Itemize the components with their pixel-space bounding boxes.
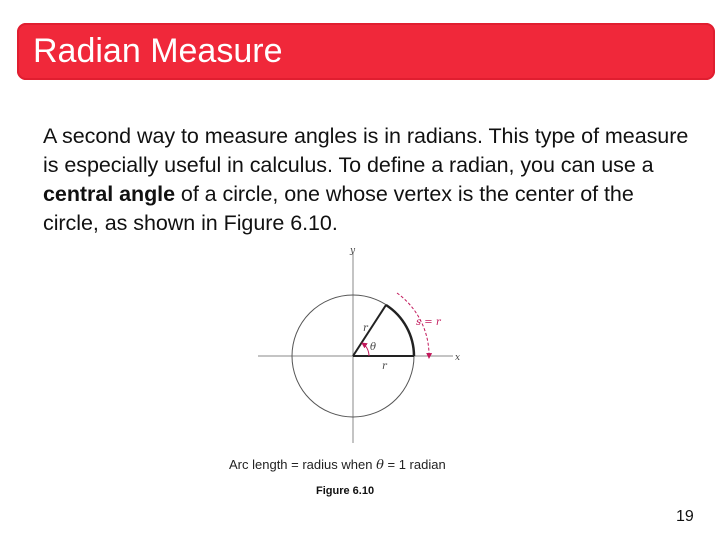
page-number: 19 (676, 508, 694, 525)
angle-arc (362, 343, 369, 356)
radius-label-horizontal: r (382, 361, 387, 372)
caption-text-after: = 1 radian (383, 457, 446, 472)
theta-label: θ (370, 342, 377, 353)
figure-caption (229, 457, 446, 473)
slide-title: Radian Measure (33, 32, 283, 70)
x-axis-label: x (455, 353, 461, 363)
body-paragraph (43, 122, 693, 238)
arc-s (386, 305, 414, 356)
figure-number-label: Figure 6.10 (316, 485, 375, 497)
y-axis-label: y (350, 246, 356, 256)
body-text-part1: A second way to measure angles is in radians. This type of measure is especially useful in calculus. To define a radian, you can use a (43, 124, 689, 177)
title-bar (17, 23, 715, 80)
radius-label-angled: r (363, 323, 368, 334)
body-text-part2: of a circle, one whose vertex is the center of the circle, as shown in Figure 6.10. (43, 182, 634, 235)
radian-diagram (255, 245, 470, 450)
caption-text-before: Arc length = radius when (229, 457, 377, 472)
body-text-bold-term: central angle (43, 182, 175, 206)
caption-theta: θ (376, 458, 384, 473)
radian-figure (255, 245, 470, 450)
arc-length-label: s = r (416, 317, 441, 328)
